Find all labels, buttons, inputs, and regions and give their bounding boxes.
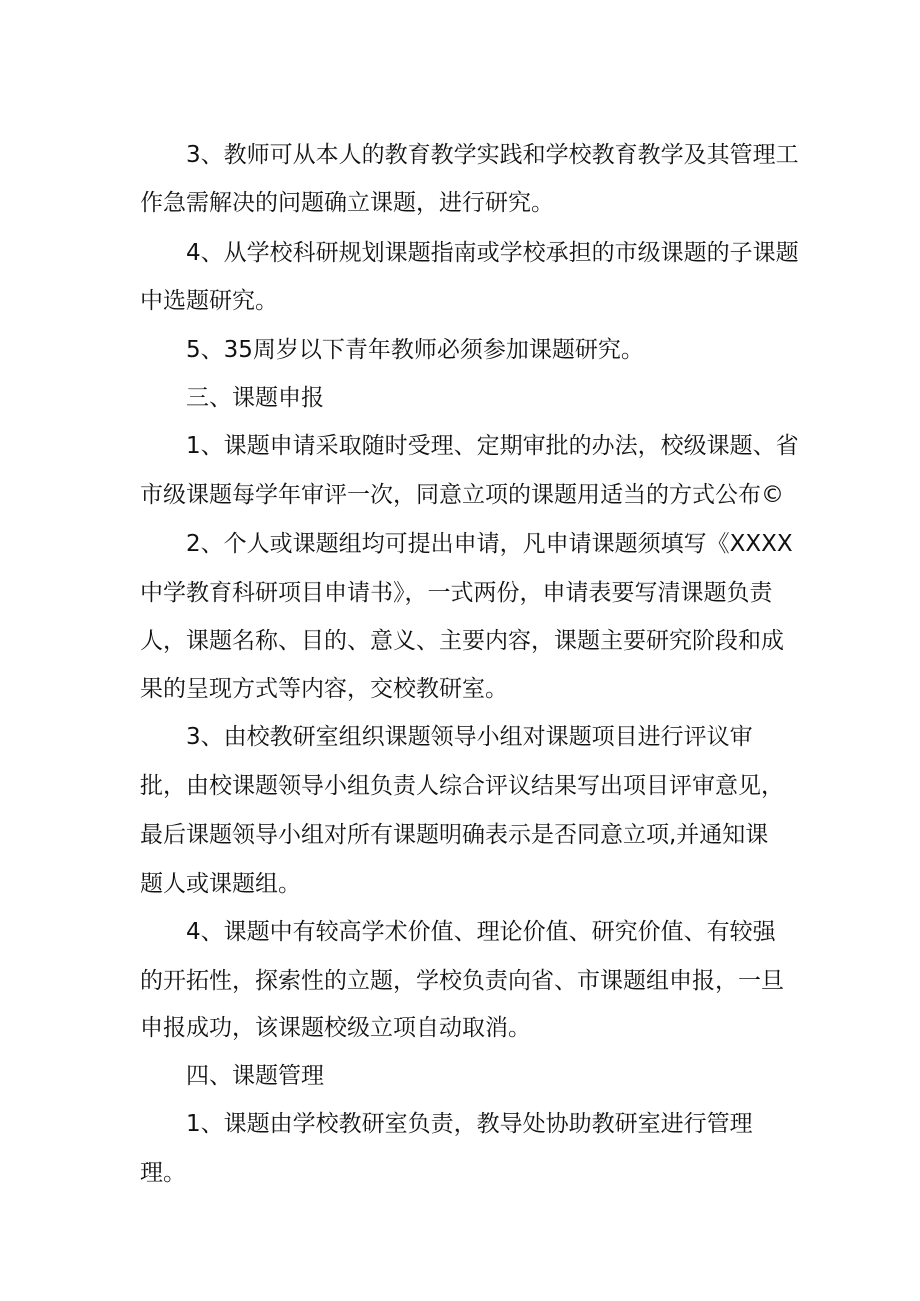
text-line: 2、个人或课题组均可提出申请，凡申请课题须填写《XXXX (186, 531, 793, 557)
text-line: 4、从学校科研规划课题指南或学校承担的市级课题的子课题 (186, 240, 799, 266)
text-line: 3、由校教研室组织课题领导小组对课题项目进行评议审 (186, 724, 753, 750)
text-line: 申报成功，该课题校级立项自动取消。 (140, 1015, 531, 1041)
text-line: 作急需解决的问题确立课题，进行研究。 (140, 190, 554, 216)
text-line: 人，课题名称、目的、意义、主要内容，课题主要研究阶段和成 (140, 628, 784, 654)
text-line: 3、教师可从本人的教育教学实践和学校教育教学及其管理工 (186, 142, 799, 168)
section-heading: 三、课题申报 (186, 385, 324, 411)
text-line: 理。 (140, 1160, 186, 1186)
text-line: 最后课题领导小组对所有课题明确表示是否同意立项,并通知课 (140, 822, 769, 848)
text-line: 果的呈现方式等内容，交校教研室。 (140, 676, 508, 702)
text-line: 中选题研究。 (140, 288, 278, 314)
text-line: 1、课题由学校教研室负责，教导处协助教研室进行管理 (186, 1111, 753, 1137)
text-line: 市级课题每学年审评一次，同意立项的课题用适当的方式公布© (140, 482, 784, 508)
text-line: 中学教育科研项目申请书》，一式两份，申请表要写清课题负责 (140, 580, 773, 606)
text-line: 5、35周岁以下青年教师必须参加课题研究。 (186, 337, 644, 363)
text-line: 4、课题中有较高学术价值、理论价值、研究价值、有较强 (186, 919, 776, 945)
text-line: 批，由校课题领导小组负责人综合评议结果写出项目评审意见， (140, 773, 784, 799)
section-heading: 四、课题管理 (186, 1063, 324, 1089)
text-line: 题人或课题组。 (140, 871, 301, 897)
text-line: 的开拓性，探索性的立题，学校负责向省、市课题组申报，一旦 (140, 968, 784, 994)
text-line: 1、课题申请采取随时受理、定期审批的办法，校级课题、省 (186, 433, 799, 459)
